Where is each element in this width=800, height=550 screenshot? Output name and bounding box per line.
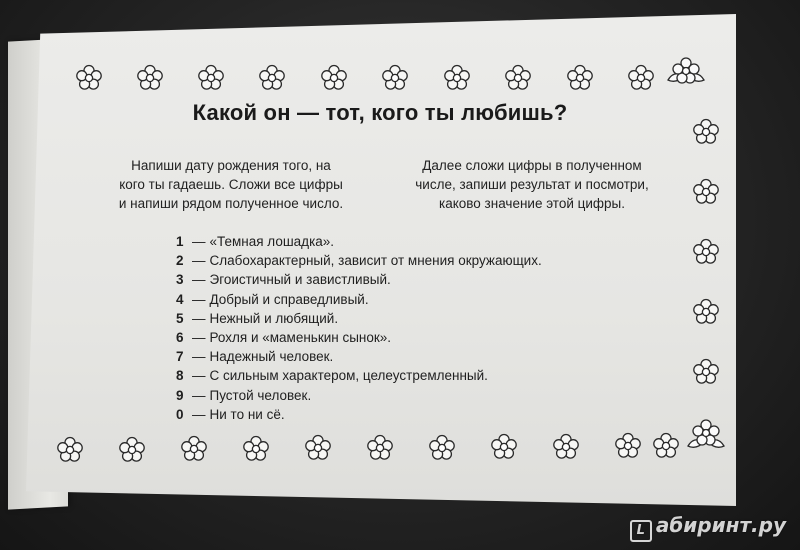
watermark [630,513,786,542]
flower-icon [242,435,270,463]
item-text: Слабохарактерный, зависит от мнения окружающих. [209,253,542,269]
item-text: Эгоистичный и завистливый. [209,272,391,288]
flower-icon [443,64,471,92]
item-number: 0 [176,406,184,422]
flower-icon [692,118,720,146]
item-number: 3 [176,272,184,288]
list-item [176,328,542,347]
flower-icon [627,64,655,92]
flower-icon [320,64,348,92]
list-item [176,366,542,385]
item-dash: — [192,406,206,422]
list-item [176,251,542,270]
item-text: «Темная лошадка». [209,234,335,249]
flower-icon [652,432,680,460]
flower-icon [552,433,580,461]
flower-icon [614,432,642,460]
item-dash: — [192,368,206,384]
list-item [176,232,542,251]
page-title: Какой он — тот, кого ты любишь? [192,100,568,125]
flower-icon [136,64,164,92]
item-text: Рохля и «маменькин сынок». [209,329,392,345]
meanings-list [176,232,542,424]
item-number: 6 [176,329,184,345]
flower-icon [692,178,720,206]
intro-left: Напиши дату рождения того, на кого ты гадаешь. Сложи все цифры и напиши рядом полученное число. [118,158,344,211]
flower-icon [366,434,394,462]
watermark-text: абиринт.ру [655,513,786,537]
flower-icon [381,64,409,92]
item-text: Добрый и справедливый. [209,291,369,307]
flower-cluster-icon [684,416,728,456]
item-number: 1 [176,234,184,249]
item-text: Нежный и любящий. [209,310,339,326]
flower-icon [258,64,286,92]
flower-icon [692,358,720,386]
item-dash: — [192,272,206,288]
list-item [176,405,542,424]
item-number: 2 [176,253,184,269]
flower-icon [197,64,225,92]
list-item [176,290,542,309]
item-number: 8 [176,368,184,384]
item-dash: — [192,349,206,365]
flower-icon [490,433,518,461]
item-number: 9 [176,387,184,403]
watermark-logo-icon: L [630,520,652,542]
item-number: 4 [176,291,184,307]
flower-icon [180,435,208,463]
item-dash: — [192,387,206,403]
flower-icon [428,434,456,462]
item-dash: — [192,253,206,269]
item-dash: — [192,234,206,249]
flower-icon [304,434,332,462]
flower-icon [118,436,146,464]
list-item [176,270,542,289]
flower-icon [75,64,103,92]
flower-icon [692,238,720,266]
flower-icon [692,298,720,326]
flower-icon [56,436,84,464]
flower-icon [504,64,532,92]
list-item [176,309,542,328]
item-number: 7 [176,349,184,365]
item-text: Надежный человек. [209,349,334,365]
list-item [176,386,542,405]
item-text: Ни то ни сё. [209,406,285,422]
item-text: С сильным характером, целеустремленный. [209,368,488,384]
item-text: Пустой человек. [209,387,312,403]
intro-right: Далее сложи цифры в полученном числе, запиши результат и посмотри, каково значение этой цифры. [415,158,649,211]
item-dash: — [192,291,206,307]
list-item [176,347,542,366]
flower-cluster-icon [664,54,708,94]
item-number: 5 [176,310,184,326]
flower-icon [566,64,594,92]
item-dash: — [192,310,206,326]
item-dash: — [192,329,206,345]
